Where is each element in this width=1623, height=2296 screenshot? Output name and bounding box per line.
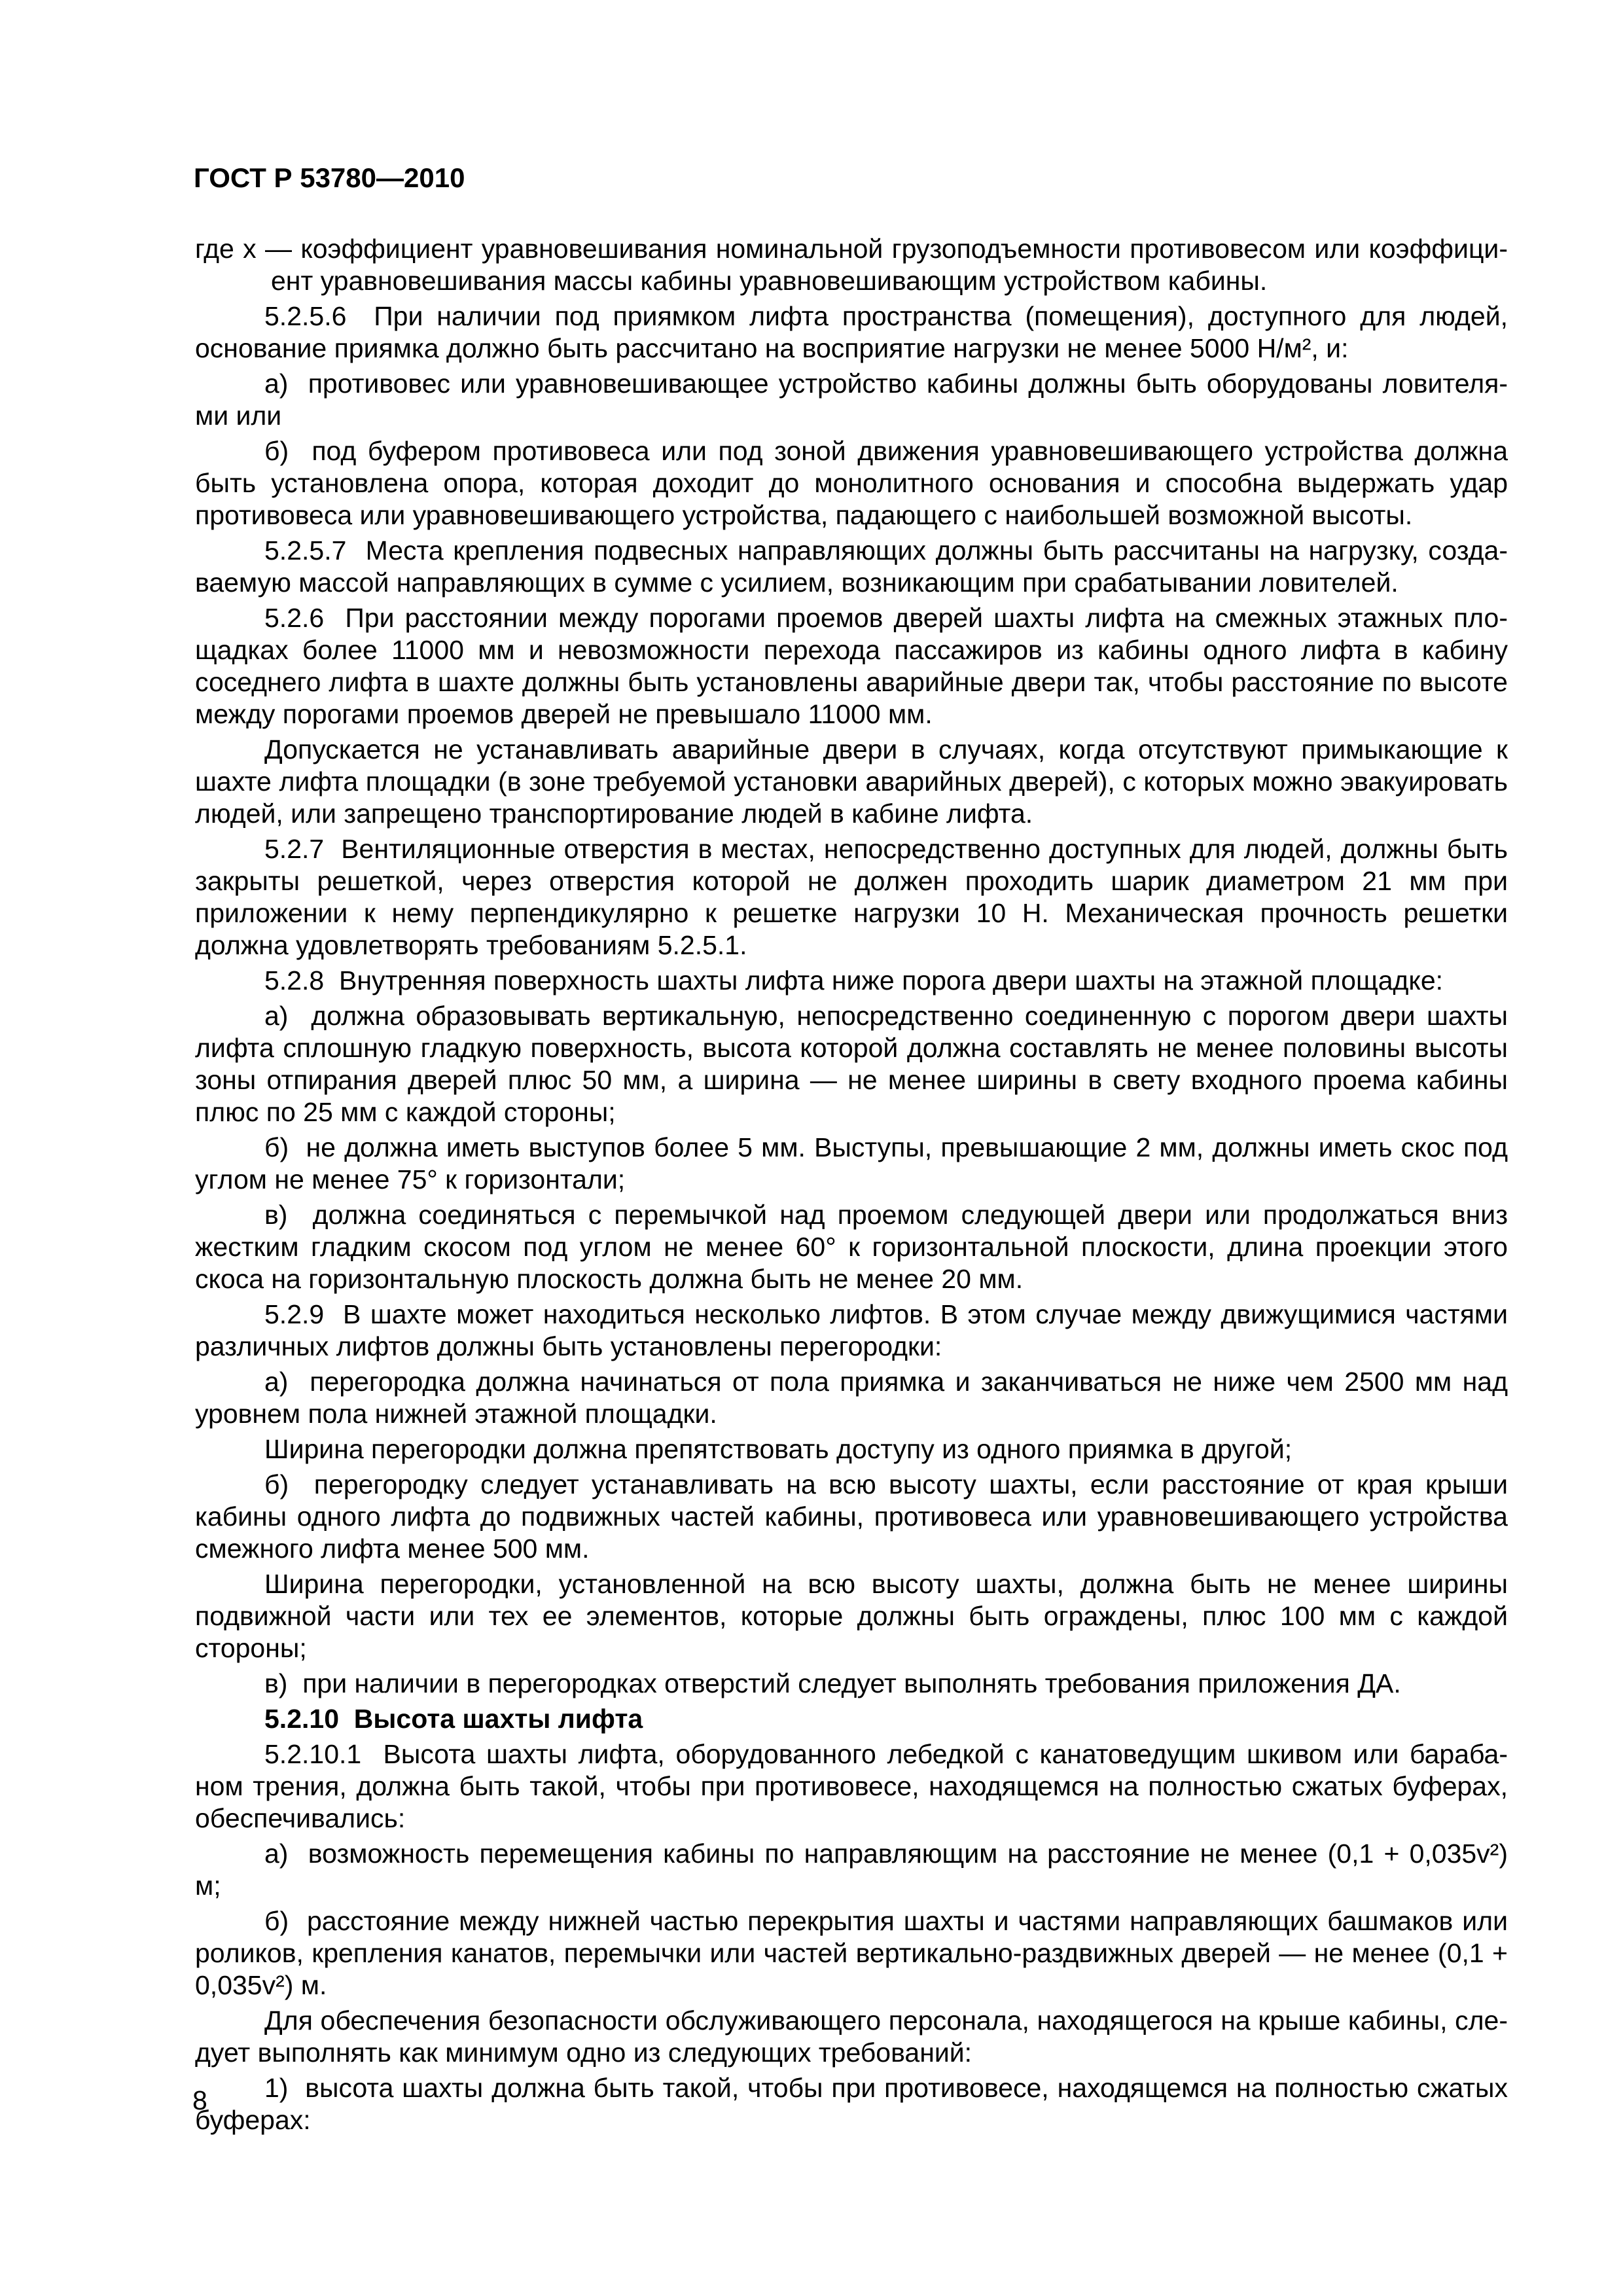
clause-5-2-6: 5.2.6 При расстоянии между порогами проемов дверей шахты лифта на смежных этажных площадках более 11000 мм и невозможности перехода пассажиров из кабины одного лифта в кабину соседнего лифта в шахте должны быть установлены аварийные двери так, чтобы расстояние по высоте между порогами проемов дверей не превышало 11000 мм. — [195, 603, 1508, 729]
standard-code-header: ГОСТ Р 53780—2010 — [194, 162, 465, 193]
clause-5-2-9-partition-width-note: Ширина перегородки должна препятствовать доступу из одного приямка в другой; — [264, 1434, 1293, 1464]
clause-5-2-8-item-b: б) не должна иметь выступов более 5 мм. Выступы, превышающие 2 мм, должны иметь скос под углом не менее 75° к горизонтали; — [195, 1132, 1508, 1194]
clause-5-2-10-1-note: Для обеспечения безопасности обслуживающего персонала, находящегося на крыше кабины, следует выполнять как минимум одно из следующих требований: — [195, 2005, 1508, 2068]
clause-5-2-8-item-v: в) должна соединяться с перемычкой над проемом следующей двери или продолжаться вниз жестким гладким скосом под углом не менее 60° к горизонтальной плоскости, длина проекции этого скоса на горизонтальную плоскость должна быть не менее 20 мм. — [195, 1200, 1508, 1294]
clause-5-2-8: 5.2.8 Внутренняя поверхность шахты лифта ниже порога двери шахты на этажной площадке: — [264, 965, 1444, 996]
clause-5-2-10-heading: 5.2.10 Высота шахты лифта — [264, 1704, 643, 1734]
clause-5-2-5-6-item-a: а) противовес или уравновешивающее устройство кабины должны быть оборудованы ловителями или — [195, 368, 1508, 431]
clause-5-2-5-6: 5.2.5.6 При наличии под приямком лифта пространства (помещения), доступного для людей, основание приямка должно быть рассчитано на восприятие нагрузки не менее 5000 Н/м², и: — [195, 301, 1508, 363]
clause-5-2-9: 5.2.9 В шахте может находиться несколько лифтов. В этом случае между движущимися частями различных лифтов должны быть установлены перегородки: — [195, 1299, 1508, 1361]
where-definition: где x — коэффициент уравновешивания номинальной грузоподъемности противовесом или коэффициент уравновешивания массы кабины уравновешивающим устройством кабины. — [195, 234, 1508, 296]
clause-5-2-10-1-item-1: 1) высота шахты должна быть такой, чтобы при противовесе, находящемся на полностью сжатых буферах: — [195, 2073, 1508, 2135]
clause-5-2-5-6-item-b: б) под буфером противовеса или под зоной движения уравновешивающего устройства должна быть установлена опора, которая доходит до монолитного основания и способна выдержать удар противовеса или уравновешивающего устройства, падающего с наибольшей возможной высоты. — [195, 436, 1508, 530]
clause-5-2-7: 5.2.7 Вентиляционные отверстия в местах, непосредственно доступных для людей, должны быть закрыты решеткой, через отверстия которой не должен проходить шарик диаметром 21 мм при приложении к нему перпендикулярно к решетке нагрузки 10 Н. Механическая прочность решетки должна удовлетворять требованиям 5.2.5.1. — [195, 834, 1508, 960]
clause-5-2-6-note: Допускается не устанавливать аварийные двери в случаях, когда отсутствуют примыкающие к шахте лифта площадки (в зоне требуемой установки аварийных дверей), с которых можно эвакуировать людей, или запрещено транспортирование людей в кабине лифта. — [195, 734, 1508, 829]
clause-5-2-8-item-a: а) должна образовывать вертикальную, непосредственно соединенную с порогом двери шахты лифта сплошную гладкую поверхность, высота которой должна составлять не менее половины высоты зоны отпирания дверей плюс 50 мм, а ширина — не менее ширины в свету входного проема кабины плюс по 25 мм с каждой стороны; — [195, 1001, 1508, 1127]
clause-5-2-5-7: 5.2.5.7 Места крепления подвесных направляющих должны быть рассчитаны на нагрузку, создаваемую массой направляющих в сумме с усилием, возникающим при срабатывании ловителей. — [195, 535, 1508, 598]
clause-5-2-10-1: 5.2.10.1 Высота шахты лифта, оборудованного лебедкой с канатоведущим шкивом или барабаном трения, должна быть такой, чтобы при противовесе, находящемся на полностью сжатых буферах, обеспечивались: — [195, 1739, 1508, 1833]
clause-5-2-10-1-item-b: б) расстояние между нижней частью перекрытия шахты и частями направляющих башмаков или роликов, крепления канатов, перемычки или частей вертикально-раздвижных дверей — не менее (0,1 + 0,035v²) м. — [195, 1906, 1508, 2000]
clause-5-2-9-item-a: а) перегородка должна начинаться от пола приямка и заканчиваться не ниже чем 2500 мм над уровнем пола нижней этажной площадки. — [195, 1367, 1508, 1429]
clause-5-2-9-item-v: в) при наличии в перегородках отверстий следует выполнять требования приложения ДА. — [264, 1668, 1401, 1698]
page-number: 8 — [192, 2085, 207, 2115]
document-body — [195, 233, 1508, 2140]
clause-5-2-9-full-height-note: Ширина перегородки, установленной на всю высоту шахты, должна быть не менее ширины подвижной части или тех ее элементов, которые должны быть ограждены, плюс 100 мм с каждой стороны; — [195, 1569, 1508, 1663]
clause-5-2-10-1-item-a: а) возможность перемещения кабины по направляющим на расстояние не менее (0,1 + 0,035v²) м; — [195, 1839, 1508, 1901]
clause-5-2-9-item-b: б) перегородку следует устанавливать на всю высоту шахты, если расстояние от края крыши кабины одного лифта до подвижных частей кабины, противовеса или уравновешивающего устройства смежного лифта менее 500 мм. — [195, 1469, 1508, 1564]
